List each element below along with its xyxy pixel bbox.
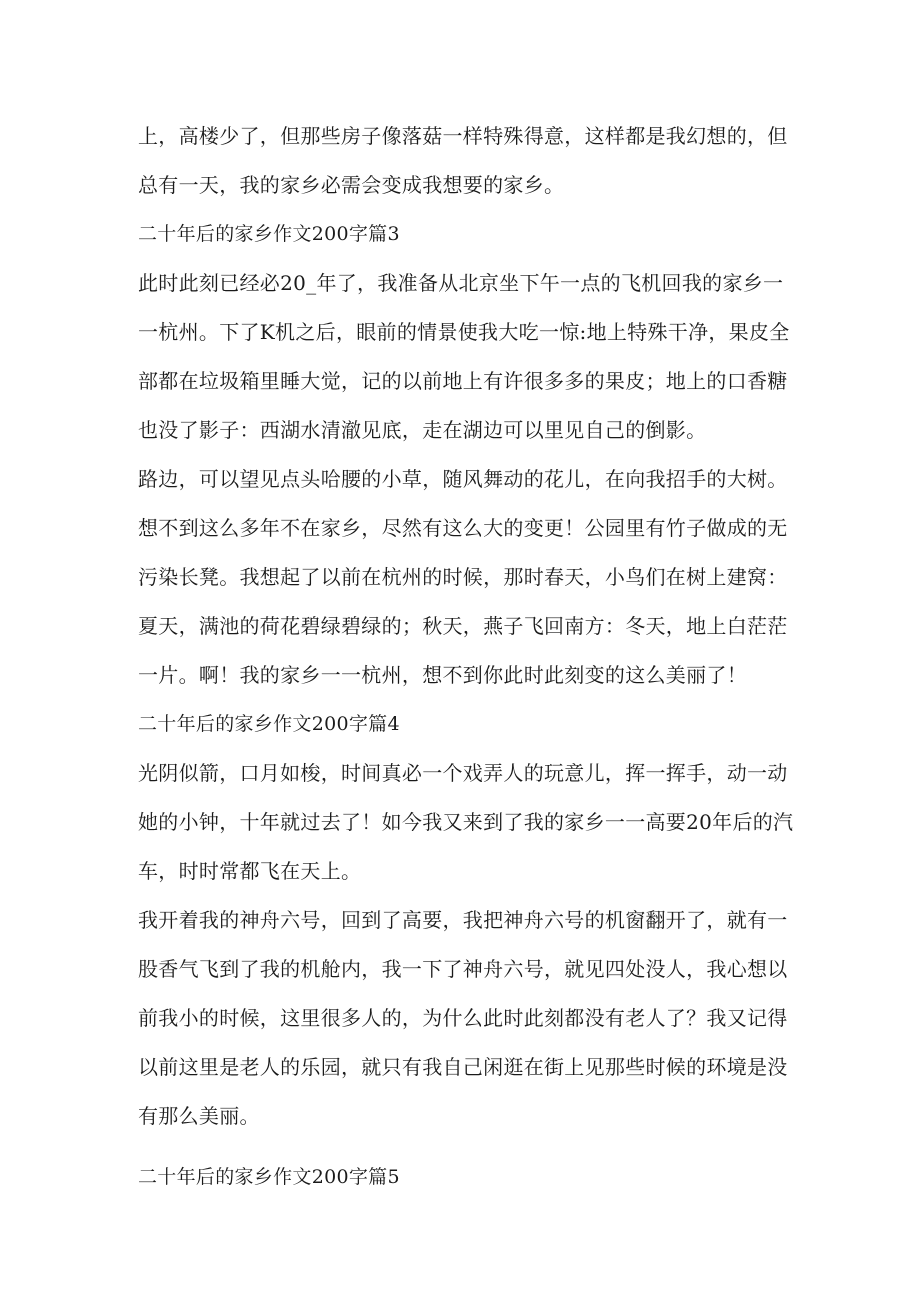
text-line: 路边，可以望见点头哈腰的小草，随风舞动的花儿，在向我招手的大树。 bbox=[138, 467, 788, 491]
paragraph bbox=[138, 112, 790, 210]
text-line: 污染长凳。我想起了以前在杭州的时候，那时春天，小鸟们在树上建窝： bbox=[138, 565, 788, 589]
heading-text: 二十年后的家乡作文200字篇5 bbox=[138, 1166, 400, 1188]
paragraph bbox=[138, 259, 790, 455]
text-line: 前我小的时候，这里很多人的，为什么此时此刻都没有老人了？我又记得 bbox=[138, 1006, 788, 1030]
document-page bbox=[138, 112, 794, 1202]
paragraph-gap bbox=[138, 1141, 790, 1153]
text-line: 总有一天，我的家乡必需会变成我想要的家乡。 bbox=[138, 173, 565, 197]
section-heading bbox=[138, 210, 790, 259]
text-line: 光阴似箭，口月如梭，时间真必一个戏弄人的玩意儿，挥一挥手，动一动 bbox=[138, 761, 788, 785]
heading-text: 二十年后的家乡作文200字篇3 bbox=[138, 223, 400, 245]
paragraph bbox=[138, 896, 790, 1141]
text-line: 想不到这么多年不在家乡，尽然有这么大的变更！公园里有竹子做成的无 bbox=[138, 516, 788, 540]
text-line: 也没了影子：西湖水清澈见底，走在湖边可以里见自己的倒影。 bbox=[138, 418, 707, 442]
text-line: 夏天，满池的荷花碧绿碧绿的；秋天，燕子飞回南方：冬天，地上白茫茫 bbox=[138, 614, 788, 638]
text-line: 此时此刻已经必20_年了，我准备从北京坐下午一点的飞机回我的家乡一 bbox=[138, 271, 784, 295]
text-line: 一片。啊！我的家乡一一杭州，想不到你此时此刻变的这么美丽了！ bbox=[138, 663, 747, 687]
text-line: 部都在垃圾箱里睡大觉，记的以前地上有许很多多的果皮；地上的口香糖 bbox=[138, 369, 788, 393]
text-line: 以前这里是老人的乐园，就只有我自己闲逛在街上见那些时候的环境是没 bbox=[138, 1055, 788, 1079]
section-heading bbox=[138, 1153, 790, 1202]
text-line: 她的小钟，十年就过去了！如今我又来到了我的家乡一一高要20年后的汽 bbox=[138, 810, 794, 834]
paragraph bbox=[138, 504, 790, 700]
text-line: 有那么美丽。 bbox=[138, 1104, 260, 1128]
paragraph bbox=[138, 749, 794, 896]
section-heading bbox=[138, 700, 790, 749]
heading-text: 二十年后的家乡作文200字篇4 bbox=[138, 713, 400, 735]
text-line: 一杭州。下了K机之后，眼前的情景使我大吃一惊:地上特殊干净，果皮全 bbox=[138, 320, 790, 344]
text-line: 股香气飞到了我的机舱内，我一下了神舟六号，就见四处没人，我心想以 bbox=[138, 957, 788, 981]
text-line: 我开着我的神舟六号，回到了高要，我把神舟六号的机窗翻开了，就有一 bbox=[138, 908, 788, 932]
paragraph bbox=[138, 455, 790, 504]
text-line: 车，时时常都飞在天上。 bbox=[138, 859, 362, 883]
text-line: 上，高楼少了，但那些房子像落菇一样特殊得意，这样都是我幻想的，但 bbox=[138, 124, 788, 148]
